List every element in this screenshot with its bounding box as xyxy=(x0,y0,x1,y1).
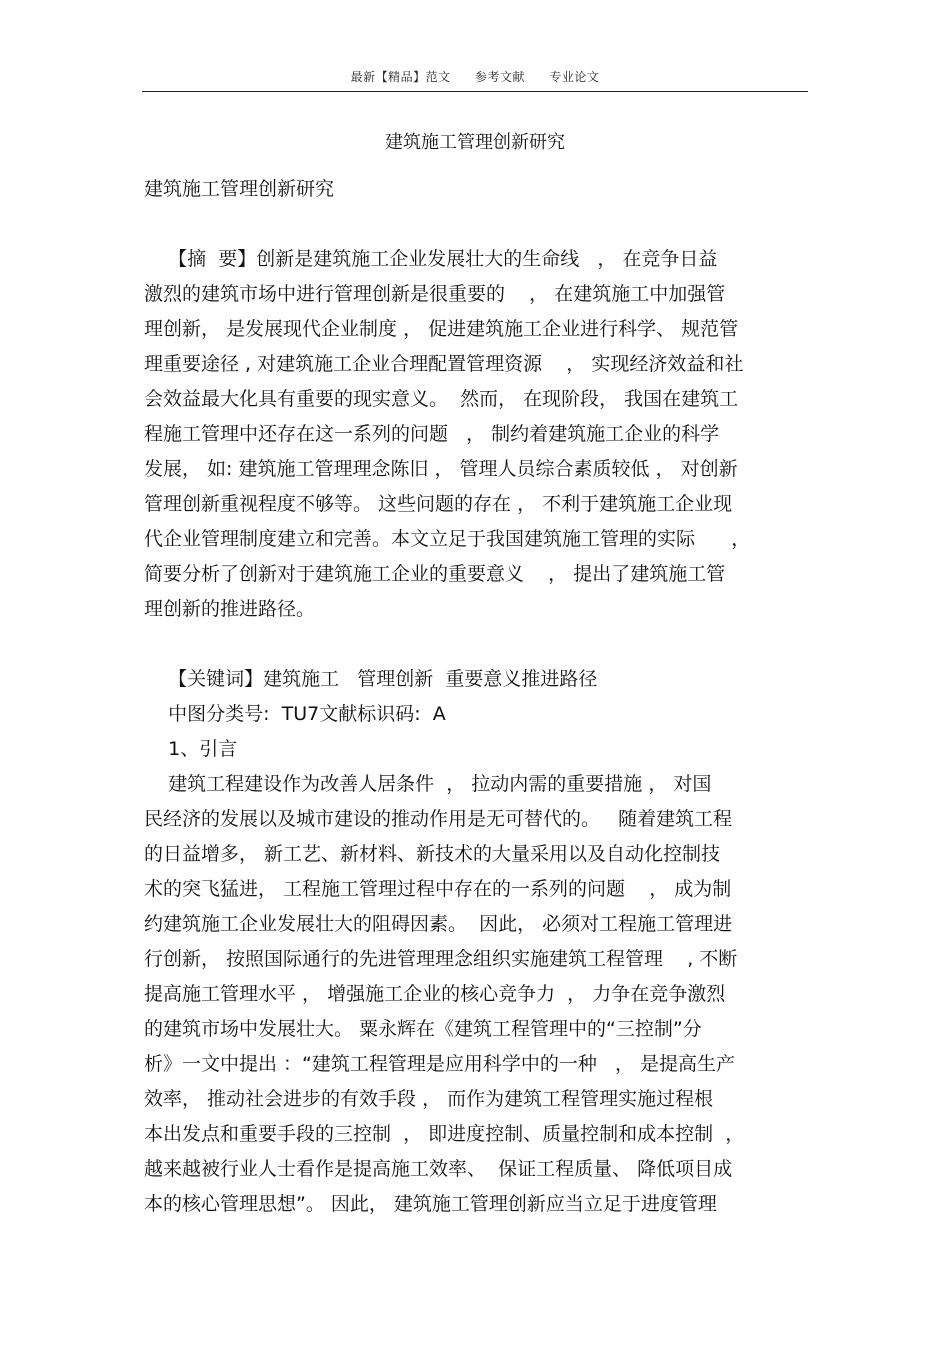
header-item: 最新【精品】范文 xyxy=(350,70,451,84)
text-line: 激烈的建筑市场中进行管理创新是很重要的 ， 在建筑施工中加强管 xyxy=(144,283,726,305)
keywords-line: 【关键词】建筑施工 管理创新 重要意义推进路径 xyxy=(144,668,598,690)
classification-line: 中图分类号: TU7文献标识码: A xyxy=(144,703,446,725)
text-line: 【摘 要】创新是建筑施工企业发展壮大的生命线 ， 在竞争日益 xyxy=(144,248,718,270)
header-item: 参考文献 xyxy=(474,70,525,84)
text-line: 管理创新重视程度不够等。 这些问题的存在 ， 不利于建筑施工企业现 xyxy=(144,493,733,515)
text-line: 代企业管理制度建立和完善。本文立足于我国建筑施工管理的实际 ， xyxy=(144,528,751,550)
text-line: 行创新， 按照国际通行的先进管理理念组织实施建筑工程管理 , 不断 xyxy=(144,948,738,970)
text-line: 会效益最大化具有重要的现实意义。 然而， 在现阶段， 我国在建筑工 xyxy=(144,388,739,410)
text-line: 简要分析了创新对于建筑施工企业的重要意义 ， 提出了建筑施工管 xyxy=(144,563,726,585)
text-line: 提高施工管理水平 ， 增强施工企业的核心竞争力 ， 力争在竞争激烈 xyxy=(144,983,726,1005)
text-line: 约建筑施工企业发展壮大的阻碍因素。 因此， 必须对工程施工管理进 xyxy=(144,913,733,935)
text-line: 的日益增多， 新工艺、新材料、新技术的大量采用以及自动化控制技 xyxy=(144,843,721,865)
text-line: 程施工管理中还存在这一系列的问题 ， 制约着建筑施工企业的科学 xyxy=(144,423,720,445)
page-header xyxy=(0,68,950,85)
text-line: 理创新， 是发展现代企业制度 ， 促进建筑施工企业进行科学、 规范管 xyxy=(144,318,739,340)
text-line: 本的核心管理思想”。 因此， 建筑施工管理创新应当立足于进度管理 xyxy=(144,1193,717,1215)
text-line: 越来越被行业人士看作是提高施工效率、 保证工程质量、 降低项目成 xyxy=(144,1158,733,1180)
text-line: 发展， 如: 建筑施工管理理念陈旧 ， 管理人员综合素质较低 ， 对创新 xyxy=(144,458,738,480)
section-heading: 1、引言 xyxy=(144,738,238,760)
document-subtitle: 建筑施工管理创新研究 xyxy=(144,178,335,200)
text-line: 的建筑市场中发展壮大。 粟永辉在《建筑工程管理中的“三控制”分 xyxy=(144,1018,702,1040)
header-divider xyxy=(142,91,808,92)
text-line: 民经济的发展以及城市建设的推动作用是无可替代的。 随着建筑工程 xyxy=(144,808,733,830)
text-line: 建筑工程建设作为改善人居条件 ， 拉动内需的重要措施 ， 对国 xyxy=(144,773,712,795)
header-item: 专业论文 xyxy=(549,70,600,84)
text-line: 术的突飞猛进， 工程施工管理过程中存在的一系列的问题 ， 成为制 xyxy=(144,878,732,900)
text-line: 理创新的推进路径。 xyxy=(144,598,316,620)
abstract-paragraph xyxy=(144,242,809,627)
text-line: 理重要途径 , 对建筑施工企业合理配置管理资源 ， 实现经济效益和社 xyxy=(144,353,744,375)
text-line: 本出发点和重要手段的三控制 ， 即进度控制、质量控制和成本控制 ， xyxy=(144,1123,745,1145)
text-line: 效率， 推动社会进步的有效手段 ， 而作为建筑工程管理实施过程根 xyxy=(144,1088,714,1110)
text-line: 析》一文中提出 ：“建筑工程管理是应用科学中的一种 ， 是提高生产 xyxy=(144,1053,736,1075)
body-section xyxy=(144,662,809,1222)
document-title: 建筑施工管理创新研究 xyxy=(385,132,565,153)
